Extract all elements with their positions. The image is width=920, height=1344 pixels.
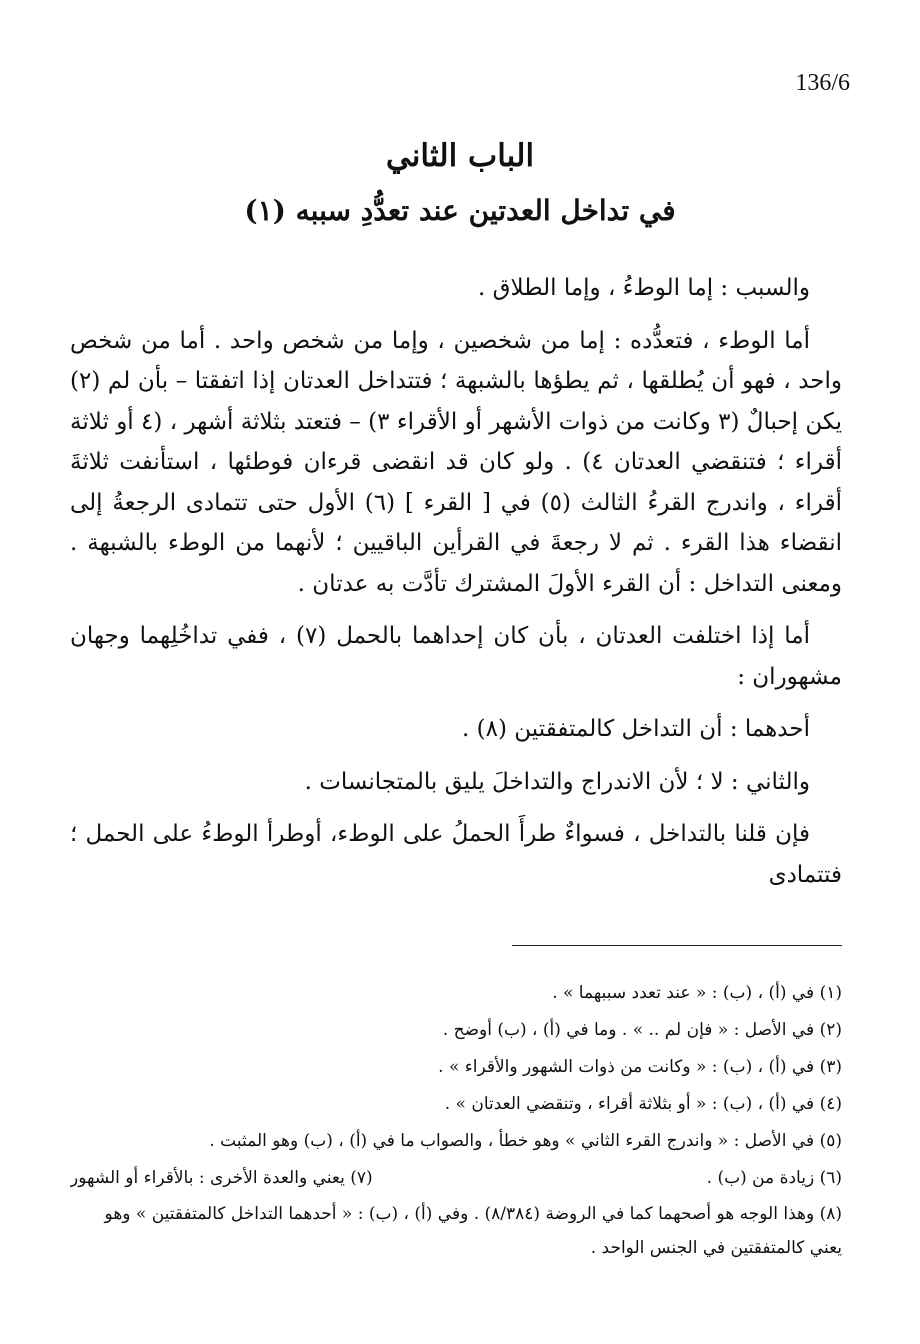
paragraph-6: فإن قلنا بالتداخل ، فسواءٌ طرأَ الحملُ على الوطء، أوطرأ الوطءُ على الحمل ؛ فتتمادى (70, 821, 842, 888)
body-text (70, 268, 842, 895)
footnote-5: (٥) في الأصل : « واندرج القرء الثاني » وهو خطأ ، والصواب ما في (أ) ، (ب) وهو المثبت . (209, 1131, 842, 1151)
chapter-subtitle: في تداخل العدتين عند تعدُّدِ سببه (١) (244, 194, 676, 227)
footnote-row-6-7 (70, 1160, 842, 1197)
footnote-8: (٨) وهذا الوجه هو أصحهما كما في الروضة (٨/٣٨٤) . وفي (أ) ، (ب) : « أحدهما التداخل كالمتفقتين » وهو يعني كالمتفقتين في الجنس الواحد . (104, 1204, 842, 1258)
chapter-title: الباب الثاني (385, 138, 535, 174)
footnote-7: (٧) يعني والعدة الأخرى : بالأقراء أو الشهور (70, 1168, 373, 1188)
footnote-2: (٢) في الأصل : « فإن لم .. » . وما في (أ) ، (ب) أوضح . (442, 1020, 842, 1040)
footnote-divider (512, 945, 842, 946)
paragraph-5: والثاني : لا ؛ لأن الاندراج والتداخلَ يليق بالمتجانسات . (304, 768, 810, 795)
footnote-4: (٤) في (أ) ، (ب) : « أو بثلاثة أقراء ، وتنقضي العدتان » . (444, 1094, 842, 1114)
footnote-6: (٦) زيادة من (ب) . (706, 1168, 842, 1188)
paragraph-2: أما الوطء ، فتعدُّده : إما من شخصين ، وإما من شخص واحد . أما من شخص واحد ، فهو أن يُطلقها ، ثم يطؤها بالشبهة ؛ فتتداخل العدتان إذا اتفقتا – بأن لم (٢) يكن إحبالٌ (٣ وكانت من ذوات الأشهر أو الأقراء ٣) – فتعتد بثلاثة أشهر ، (٤ أو ثلاثة أقراء ؛ فتنقضي العدتان ٤) . ولو كان قد انقضى قرءان فوطئها ، استأنفت ثلاثةَ أقراء ، واندرج القرءُ الثالث (٥) في [ القرء ] (٦) الأول حتى تتمادى الرجعةُ إلى انقضاء هذا القرء . ثم لا رجعةَ في القرأين الباقيين ؛ لأنهما من الوطء بالشبهة . ومعنى التداخل : أن القرء الأولَ المشترك تأدَّت به عدتان . (70, 327, 843, 597)
paragraph-1: والسبب : إما الوطءُ ، وإما الطلاق . (478, 275, 810, 301)
paragraph-4: أحدهما : أن التداخل كالمتفقتين (٨) . (462, 716, 810, 742)
footnote-3: (٣) في (أ) ، (ب) : « وكانت من ذوات الشهور والأقراء » . (438, 1057, 842, 1077)
paragraph-3: أما إذا اختلفت العدتان ، بأن كان إحداهما بالحمل (٧) ، ففي تداخُلِهما وجهان مشهوران : (70, 623, 842, 690)
footnote-1: (١) في (أ) ، (ب) : « عند تعدد سببهما » . (552, 983, 842, 1003)
page-number: 136/6 (795, 70, 850, 96)
footnotes (70, 975, 842, 1265)
